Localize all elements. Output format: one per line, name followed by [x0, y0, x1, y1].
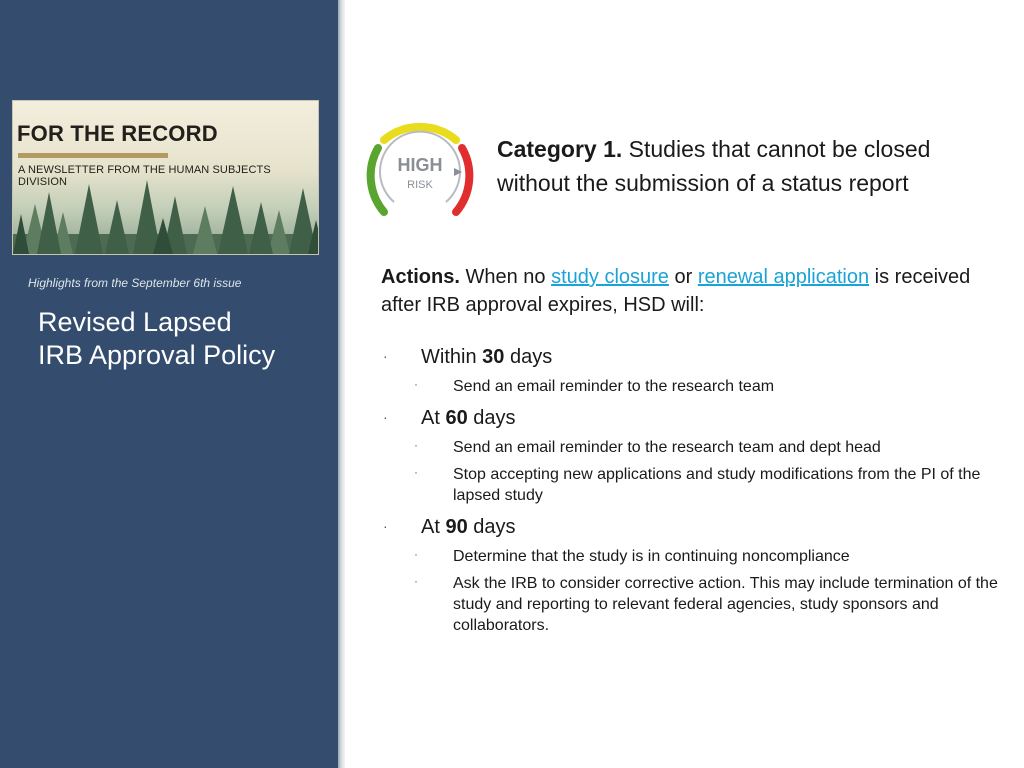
list-item [381, 342, 1001, 372]
bullet-icon: · [414, 438, 418, 452]
page-title: Revised Lapsed IRB Approval Policy [38, 307, 276, 370]
list-item [381, 376, 1001, 397]
list-item [381, 437, 1001, 458]
milestone-suffix: days [473, 516, 516, 538]
timeline-list [381, 342, 1001, 642]
milestone-prefix: At [421, 407, 440, 429]
renewal-application-link[interactable]: renewal application [697, 266, 870, 288]
pine-trees-illustration [13, 174, 319, 254]
bullet-icon: · [383, 348, 388, 364]
milestone-prefix: Within [421, 346, 477, 368]
bullet-icon: · [414, 547, 418, 561]
actions-post: is received after IRB approval expires, HSD will: [381, 266, 971, 316]
actions-pre: When no [465, 266, 546, 288]
bullet-icon: · [414, 377, 418, 391]
action-text: Send an email reminder to the research team [453, 378, 775, 395]
issue-highlights: Highlights from the September 6th issue [28, 276, 242, 290]
category-text: Studies that cannot be closed without the submission of a status report [497, 136, 931, 196]
banner-subtitle: A NEWSLETTER FROM THE HUMAN SUBJECTS DIVISION [18, 164, 271, 188]
gauge-label-high: HIGH [397, 155, 443, 175]
banner-rule [18, 153, 168, 158]
banner-title: FOR THE RECORD [17, 121, 218, 146]
list-item [381, 573, 1001, 636]
milestone-days: 30 [482, 346, 505, 368]
milestone-days: 90 [445, 516, 468, 538]
study-closure-link[interactable]: study closure [551, 266, 669, 288]
milestone-suffix: days [509, 346, 553, 368]
bullet-icon: · [383, 409, 388, 425]
milestone-suffix: days [473, 407, 516, 429]
actions-mid: or [674, 266, 693, 288]
list-item [381, 403, 1001, 433]
actions-label: Actions. [381, 266, 460, 288]
bullet-icon: · [414, 465, 418, 479]
risk-gauge-icon [354, 108, 486, 220]
category-heading [497, 132, 997, 200]
sidebar [0, 0, 338, 768]
list-item [381, 546, 1001, 567]
action-text: Stop accepting new applications and study modifications from the PI of the lapsed study [453, 466, 981, 504]
bullet-icon: · [414, 574, 418, 588]
actions-paragraph [381, 263, 991, 319]
sidebar-edge [338, 0, 345, 768]
gauge-label-risk: RISK [407, 179, 433, 191]
milestone-prefix: At [421, 516, 440, 538]
action-text: Determine that the study is in continuing noncompliance [453, 548, 850, 565]
action-text: Ask the IRB to consider corrective action. This may include termination of the study and reporting to relevant federal agencies, study sponsors and collaborators. [453, 575, 998, 634]
action-text: Send an email reminder to the research team and dept head [453, 439, 881, 456]
list-item [381, 464, 1001, 506]
category-label: Category 1. [497, 136, 623, 162]
milestone-days: 60 [445, 407, 468, 429]
bullet-icon: · [383, 518, 388, 534]
list-item [381, 512, 1001, 542]
newsletter-banner [12, 100, 319, 255]
